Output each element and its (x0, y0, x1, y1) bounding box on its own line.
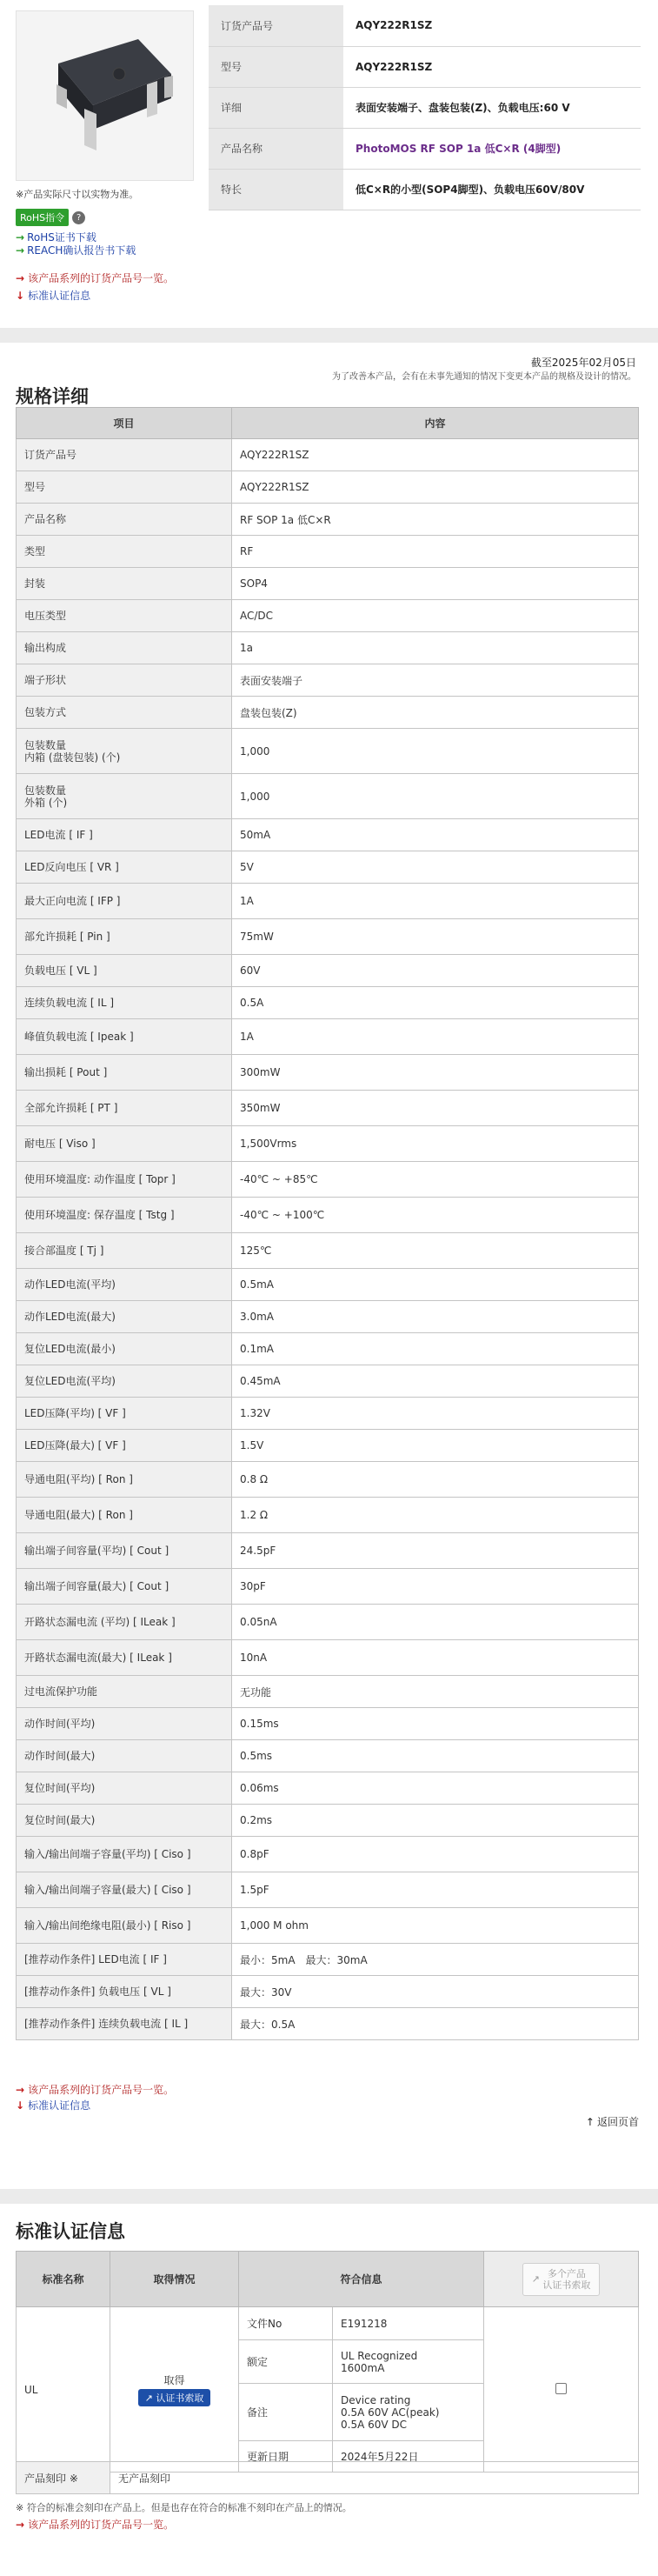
arrow-right-icon: → (16, 230, 25, 244)
table-row (17, 884, 639, 919)
table-value: 表面安装端子、盘装包装(Z)、负载电压:60 V (343, 87, 641, 128)
spec-key: 动作时间(最大) (17, 1740, 232, 1772)
spec-value: 0.1mA (232, 1333, 639, 1365)
spec-key: 输入/输出间端子容量(平均) [ Ciso ] (17, 1837, 232, 1872)
spec-key: 动作LED电流(平均) (17, 1269, 232, 1301)
spec-value: 75mW (232, 919, 639, 955)
spec-value: 125℃ (232, 1233, 639, 1269)
spec-key: 复位LED电流(平均) (17, 1365, 232, 1398)
spec-key: 封装 (17, 568, 232, 600)
spec-key: 输出端子间容量(最大) [ Cout ] (17, 1569, 232, 1605)
status-cell (110, 2307, 239, 2473)
table-row (17, 774, 639, 819)
table-row (17, 1708, 639, 1740)
table-row (17, 819, 639, 851)
spec-value: 0.45mA (232, 1365, 639, 1398)
table-row (17, 1198, 639, 1233)
spec-key: 耐电压 [ Viso ] (17, 1126, 232, 1162)
table-row (209, 87, 641, 128)
spec-value: 0.5A (232, 987, 639, 1019)
marking-key: 产品刻印 ※ (17, 2462, 110, 2494)
spec-value: 盘装包装(Z) (232, 697, 639, 729)
column-header: 内容 (232, 408, 639, 439)
spec-key: [推荐动作条件] 连续负载电流 [ IL ] (17, 2008, 232, 2040)
spec-key: 接合部温度 [ Tj ] (17, 1233, 232, 1269)
spec-key: 导通电阻(最大) [ Ron ] (17, 1498, 232, 1533)
spec-value: AC/DC (232, 600, 639, 632)
spec-value: 1A (232, 884, 639, 919)
table-row (17, 1055, 639, 1091)
info-key: 更新日期 (239, 2441, 333, 2473)
table-row (17, 1126, 639, 1162)
table-key: 特长 (209, 169, 343, 210)
spec-value: 最小：5mA 最大：30mA (232, 1944, 639, 1976)
table-row (17, 1605, 639, 1640)
spec-key: 部允许损耗 [ Pin ] (17, 919, 232, 955)
arrow-right-icon: → (16, 2518, 25, 2531)
info-key: 额定 (239, 2340, 333, 2384)
spec-key: 开路状态漏电流 (平均) [ ILeak ] (17, 1605, 232, 1640)
spec-key: 产品名称 (17, 504, 232, 536)
arrow-down-icon: ↓ (16, 289, 25, 302)
spec-value: 1A (232, 1019, 639, 1055)
external-link-icon: ↗ (144, 2392, 153, 2404)
certification-card (0, 2204, 658, 2576)
section-title: 规格详细 (16, 386, 89, 407)
table-row (17, 1398, 639, 1430)
spec-table (16, 407, 639, 2040)
spec-key: 连续负载电流 [ IL ] (17, 987, 232, 1019)
table-row (17, 568, 639, 600)
column-header: 标准名称 (17, 2252, 110, 2307)
info-value: 2024年5月22日 (333, 2441, 484, 2473)
spec-value: 最大：0.5A (232, 2008, 639, 2040)
table-row (17, 2008, 639, 2040)
column-header: 符合信息 (239, 2252, 484, 2307)
column-header: 项目 (17, 408, 232, 439)
table-row (17, 1301, 639, 1333)
table-row (17, 471, 639, 504)
spec-value: 1,000 (232, 774, 639, 819)
spec-value: 0.5ms (232, 1740, 639, 1772)
table-row (17, 1333, 639, 1365)
spec-value: 1,000 (232, 729, 639, 774)
table-key: 型号 (209, 46, 343, 87)
multi-certificate-request-label: 多个产品 认证书索取 (542, 2267, 591, 2291)
spec-value: RF (232, 536, 639, 568)
table-row (17, 1569, 639, 1605)
arrow-up-icon: ↑ (585, 2115, 595, 2128)
table-row (17, 1640, 639, 1676)
table-row (17, 1976, 639, 2008)
table-row (17, 729, 639, 774)
spec-value: 0.5mA (232, 1269, 639, 1301)
section-title: 标准认证信息 (16, 2221, 125, 2242)
reach-report-link[interactable] (16, 243, 136, 257)
table-row (17, 1462, 639, 1498)
column-header: 取得情况 (110, 2252, 239, 2307)
spec-value: AQY222R1SZ (232, 471, 639, 504)
certification-table (16, 2251, 639, 2473)
spec-change-note: 为了改善本产品，会有在未事先通知的情况下变更本产品的规格及设计的情况。 (332, 372, 636, 382)
spec-value: 表面安装端子 (232, 664, 639, 697)
spec-key: 复位时间(平均) (17, 1772, 232, 1805)
table-row (17, 1233, 639, 1269)
spec-value: 0.8pF (232, 1837, 639, 1872)
series-list-link[interactable] (16, 2517, 174, 2532)
table-row (17, 851, 639, 884)
table-row (209, 46, 641, 87)
marking-table (16, 2461, 639, 2494)
table-row (17, 1772, 639, 1805)
spec-value: 300mW (232, 1055, 639, 1091)
table-row (17, 955, 639, 987)
table-row (17, 536, 639, 568)
spec-value: 0.15ms (232, 1708, 639, 1740)
series-list-label: 该产品系列的订货产品号一览。 (28, 2084, 175, 2096)
table-row (17, 439, 639, 471)
table-row (17, 504, 639, 536)
spec-value: 3.0mA (232, 1301, 639, 1333)
external-link-icon: ↗ (531, 2272, 540, 2285)
product-summary-card (0, 0, 658, 328)
spec-key: 过电流保护功能 (17, 1676, 232, 1708)
table-value: AQY222R1SZ (343, 5, 641, 46)
table-row (17, 1676, 639, 1708)
spec-value: -40℃ ~ +85℃ (232, 1162, 639, 1198)
spec-key: LED反向电压 [ VR ] (17, 851, 232, 884)
reach-report-label: REACH确认报告书下载 (27, 244, 136, 257)
table-row (17, 697, 639, 729)
back-to-top-label: 返回页首 (596, 2116, 639, 2128)
spec-value: 0.06ms (232, 1772, 639, 1805)
table-row (209, 128, 641, 169)
marking-note: ※ 符合的标准会刻印在产品上。但是也存在符合的标准不刻印在产品上的情况。 (16, 2502, 352, 2513)
spec-value: RF SOP 1a 低C×R (232, 504, 639, 536)
spec-key: 包装数量 外箱 (个) (17, 774, 232, 819)
select-checkbox[interactable] (555, 2383, 567, 2394)
multi-request-cell (484, 2252, 639, 2307)
table-row (17, 664, 639, 697)
spec-value: 5V (232, 851, 639, 884)
spec-key: 动作LED电流(最大) (17, 1301, 232, 1333)
certificate-request-button[interactable] (138, 2389, 211, 2406)
spec-key: 最大正向电流 [ IFP ] (17, 884, 232, 919)
table-row (17, 600, 639, 632)
table-row (209, 169, 641, 210)
spec-key: 输入/输出间绝缘电阻(最小) [ Riso ] (17, 1908, 232, 1944)
table-row (17, 1908, 639, 1944)
multi-certificate-request-button[interactable] (522, 2263, 601, 2296)
spec-value: 350mW (232, 1091, 639, 1126)
spec-value: SOP4 (232, 568, 639, 600)
series-list-label: 该产品系列的订货产品号一览。 (28, 2519, 175, 2531)
info-value: E191218 (333, 2307, 484, 2340)
rohs-badge: RoHS指令 (16, 209, 69, 226)
table-row (17, 1269, 639, 1301)
spec-value: -40℃ ~ +100℃ (232, 1198, 639, 1233)
standard-name: UL (17, 2307, 110, 2473)
spec-key: 包装数量 内箱 (盘装包装) (个) (17, 729, 232, 774)
info-key: 文件No (239, 2307, 333, 2340)
spec-key: 输出构成 (17, 632, 232, 664)
rohs-row (16, 209, 85, 226)
help-icon[interactable]: ? (72, 211, 85, 224)
product-summary-table (209, 5, 641, 210)
series-list-label: 该产品系列的订货产品号一览。 (28, 272, 175, 284)
spec-value: 1,500Vrms (232, 1126, 639, 1162)
spec-value: 1.2 Ω (232, 1498, 639, 1533)
arrow-down-icon: ↓ (16, 2099, 25, 2112)
spec-key: 全部允许损耗 [ PT ] (17, 1091, 232, 1126)
spec-key: 型号 (17, 471, 232, 504)
standards-link[interactable] (16, 288, 90, 303)
spec-value: AQY222R1SZ (232, 439, 639, 471)
status-text: 取得 (163, 2374, 185, 2386)
spec-key: 使用环境温度: 动作温度 [ Topr ] (17, 1162, 232, 1198)
table-value: 低C×R的小型(SOP4脚型)、负载电压60V/80V (343, 169, 641, 210)
table-key: 订货产品号 (209, 5, 343, 46)
spec-value: 最大：30V (232, 1976, 639, 2008)
spec-value: 0.2ms (232, 1805, 639, 1837)
spec-key: 使用环境温度: 保存温度 [ Tstg ] (17, 1198, 232, 1233)
marking-value: 无产品刻印 (110, 2462, 639, 2494)
spec-key: 输出损耗 [ Pout ] (17, 1055, 232, 1091)
info-value: UL Recognized 1600mA (333, 2340, 484, 2384)
spec-value: 1.5V (232, 1430, 639, 1462)
spec-value: 0.8 Ω (232, 1462, 639, 1498)
arrow-right-icon: → (16, 271, 25, 284)
table-row (17, 1944, 639, 1976)
spec-value: 无功能 (232, 1676, 639, 1708)
spec-key: 负载电压 [ VL ] (17, 955, 232, 987)
table-row (17, 1498, 639, 1533)
table-row (17, 1365, 639, 1398)
spec-detail-card (0, 343, 658, 2189)
spec-key: 开路状态漏电流(最大) [ ILeak ] (17, 1640, 232, 1676)
spec-key: 动作时间(平均) (17, 1708, 232, 1740)
spec-key: 电压类型 (17, 600, 232, 632)
spec-key: 输出端子间容量(平均) [ Cout ] (17, 1533, 232, 1569)
spec-key: LED压降(平均) [ VF ] (17, 1398, 232, 1430)
table-row (17, 919, 639, 955)
table-row (17, 1837, 639, 1872)
spec-value: 1.5pF (232, 1872, 639, 1908)
spec-value: 1a (232, 632, 639, 664)
table-row (17, 1872, 639, 1908)
table-key: 产品名称 (209, 128, 343, 169)
table-row (17, 1019, 639, 1055)
spec-value: 0.05nA (232, 1605, 639, 1640)
arrow-right-icon: → (16, 2083, 25, 2096)
series-list-link[interactable] (16, 2082, 174, 2097)
back-to-top-link[interactable] (586, 2114, 639, 2129)
standards-label: 标准认证信息 (28, 290, 91, 302)
spec-key: 导通电阻(平均) [ Ron ] (17, 1462, 232, 1498)
spec-value: 1,000 M ohm (232, 1908, 639, 1944)
spec-key: [推荐动作条件] 负载电压 [ VL ] (17, 1976, 232, 2008)
spec-key: 类型 (17, 536, 232, 568)
rohs-certificate-label: RoHS证书下载 (27, 231, 96, 244)
as-of-date: 截至2025年02月05日 (530, 357, 636, 369)
spec-key: LED压降(最大) [ VF ] (17, 1430, 232, 1462)
standards-label: 标准认证信息 (28, 2099, 91, 2112)
certificate-request-label: 认证书索取 (156, 2392, 204, 2404)
select-cell (484, 2307, 639, 2473)
product-name-link[interactable]: PhotoMOS RF SOP 1a 低C×R (4脚型) (343, 128, 641, 169)
table-row (17, 1533, 639, 1569)
spec-key: 峰值负载电流 [ Ipeak ] (17, 1019, 232, 1055)
table-row (17, 1091, 639, 1126)
spec-key: LED电流 [ IF ] (17, 819, 232, 851)
spec-key: 输入/输出间端子容量(最大) [ Ciso ] (17, 1872, 232, 1908)
table-row (17, 632, 639, 664)
standards-link[interactable] (16, 2098, 90, 2112)
table-row (17, 1740, 639, 1772)
info-key: 备注 (239, 2384, 333, 2441)
spec-value: 50mA (232, 819, 639, 851)
spec-key: 端子形状 (17, 664, 232, 697)
spec-key: 复位时间(最大) (17, 1805, 232, 1837)
spec-value: 24.5pF (232, 1533, 639, 1569)
spec-value: 60V (232, 955, 639, 987)
product-image (16, 10, 194, 181)
table-row (17, 987, 639, 1019)
series-list-link[interactable] (16, 270, 174, 285)
table-row (17, 1805, 639, 1837)
spec-value: 30pF (232, 1569, 639, 1605)
spec-key: 复位LED电流(最小) (17, 1333, 232, 1365)
arrow-right-icon: → (16, 244, 25, 257)
spec-value: 10nA (232, 1640, 639, 1676)
table-value: AQY222R1SZ (343, 46, 641, 87)
table-row (17, 1162, 639, 1198)
table-row (209, 5, 641, 46)
table-key: 详细 (209, 87, 343, 128)
spec-value: 1.32V (232, 1398, 639, 1430)
spec-key: [推荐动作条件] LED电流 [ IF ] (17, 1944, 232, 1976)
spec-key: 订货产品号 (17, 439, 232, 471)
image-size-note: ※产品实际尺寸以实物为准。 (16, 189, 139, 200)
info-value: Device rating 0.5A 60V AC(peak) 0.5A 60V DC (333, 2384, 484, 2441)
table-row (17, 1430, 639, 1462)
spec-key: 包装方式 (17, 697, 232, 729)
